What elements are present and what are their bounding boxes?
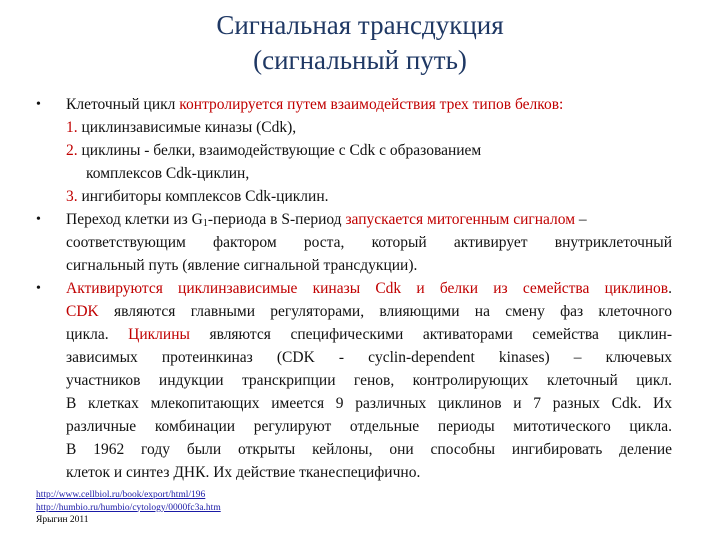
slide-title bbox=[0, 8, 720, 78]
source-footer bbox=[36, 489, 221, 527]
list-item-cdk bbox=[66, 116, 672, 139]
bullet-3-line-5: участников индукции транскрипции генов, контролирующих клеточный цикл. bbox=[66, 372, 672, 389]
bullet-3-line-3 bbox=[66, 323, 672, 346]
list-item-text: комплексов Cdk-циклин, bbox=[86, 165, 250, 182]
bullet-2-dash: – bbox=[575, 211, 587, 228]
bullet-2-text: -периода в S-период bbox=[207, 211, 346, 228]
bullet-1-highlight: контролируется путем взаимодействия трех типов белков: bbox=[179, 96, 564, 113]
list-item-cyclins-cont bbox=[66, 162, 672, 185]
list-item-text: циклины - белки, взаимодействующие с Cdk с образованием bbox=[77, 142, 482, 159]
bullet-3-line-2 bbox=[66, 300, 672, 323]
source-link-humbio[interactable]: http://humbio.ru/humbio/cytology/0000fc3a.htm bbox=[36, 502, 221, 513]
bullet-2-text: Переход клетки из G bbox=[66, 211, 203, 228]
list-item-text: циклинзависимые киназы (Cdk), bbox=[77, 119, 297, 136]
bullet-3-text: являются главными регуляторами, влияющими на смену фаз клеточного bbox=[98, 303, 672, 320]
bullet-3-line-6: В клетках млекопитающих имеется 9 различных циклинов и 7 разных Cdk. Их bbox=[66, 395, 672, 412]
cdk-highlight: CDK bbox=[66, 303, 99, 320]
author-credit: Ярыгин 2011 bbox=[36, 515, 89, 525]
bullet-1-line-1 bbox=[66, 93, 672, 116]
bullet-3-line-7: различные комбинации регулируют отдельные периоды митотического цикла. bbox=[66, 418, 672, 435]
list-item-cyclins bbox=[66, 139, 672, 162]
list-number: 2. bbox=[66, 142, 78, 159]
bullet-dot-icon: • bbox=[36, 212, 41, 227]
bullet-activation bbox=[36, 277, 672, 484]
bullet-3-text: цикла. bbox=[66, 326, 129, 343]
bullet-3-text: являются специфическими активаторами семейства циклин- bbox=[189, 326, 672, 343]
bullet-1-text: Клеточный цикл bbox=[66, 96, 180, 113]
bullet-transition bbox=[36, 208, 672, 277]
bullet-2-line-3: сигнальный путь (явление сигнальной трансдукции). bbox=[66, 257, 418, 274]
list-item-text: ингибиторы комплексов Cdk-циклин. bbox=[77, 188, 329, 205]
list-number: 3. bbox=[66, 188, 78, 205]
bullet-3-highlight: Активируются циклинзависимые киназы Cdk и белки из семейства циклинов bbox=[66, 280, 669, 297]
cyclins-highlight: Циклины bbox=[128, 326, 190, 343]
bullet-3-line-1 bbox=[66, 277, 672, 300]
bullet-dot-icon: • bbox=[36, 281, 41, 296]
bullet-2-line-1 bbox=[66, 208, 672, 231]
list-number: 1. bbox=[66, 119, 78, 136]
bullet-cell-cycle bbox=[36, 93, 672, 208]
bullet-dot-icon: • bbox=[36, 97, 41, 112]
bullet-2-line-2: соответствующим фактором роста, который активирует внутриклеточный bbox=[66, 234, 672, 251]
source-link-cellbiol[interactable]: http://www.cellbiol.ru/book/export/html/196 bbox=[36, 490, 206, 500]
bullet-3-period: . bbox=[668, 280, 672, 297]
bullet-3-line-8: В 1962 году были открыты кейлоны, они способны ингибировать деление bbox=[66, 441, 672, 458]
title-line-2: (сигнальный путь) bbox=[253, 45, 467, 75]
bullet-3-line-9: клеток и синтез ДНК. Их действие тканеспецифично. bbox=[66, 464, 421, 481]
list-item-inhibitors bbox=[66, 185, 672, 208]
title-line-1: Сигнальная трансдукция bbox=[216, 10, 504, 40]
g1-subscript: 1 bbox=[202, 218, 208, 229]
bullet-3-line-4: зависимых протеинкиназ (CDK - cyclin-dependent kinases) – ключевых bbox=[66, 349, 672, 366]
bullet-2-highlight: запускается митогенным сигналом bbox=[345, 211, 576, 228]
slide-content bbox=[36, 93, 672, 484]
